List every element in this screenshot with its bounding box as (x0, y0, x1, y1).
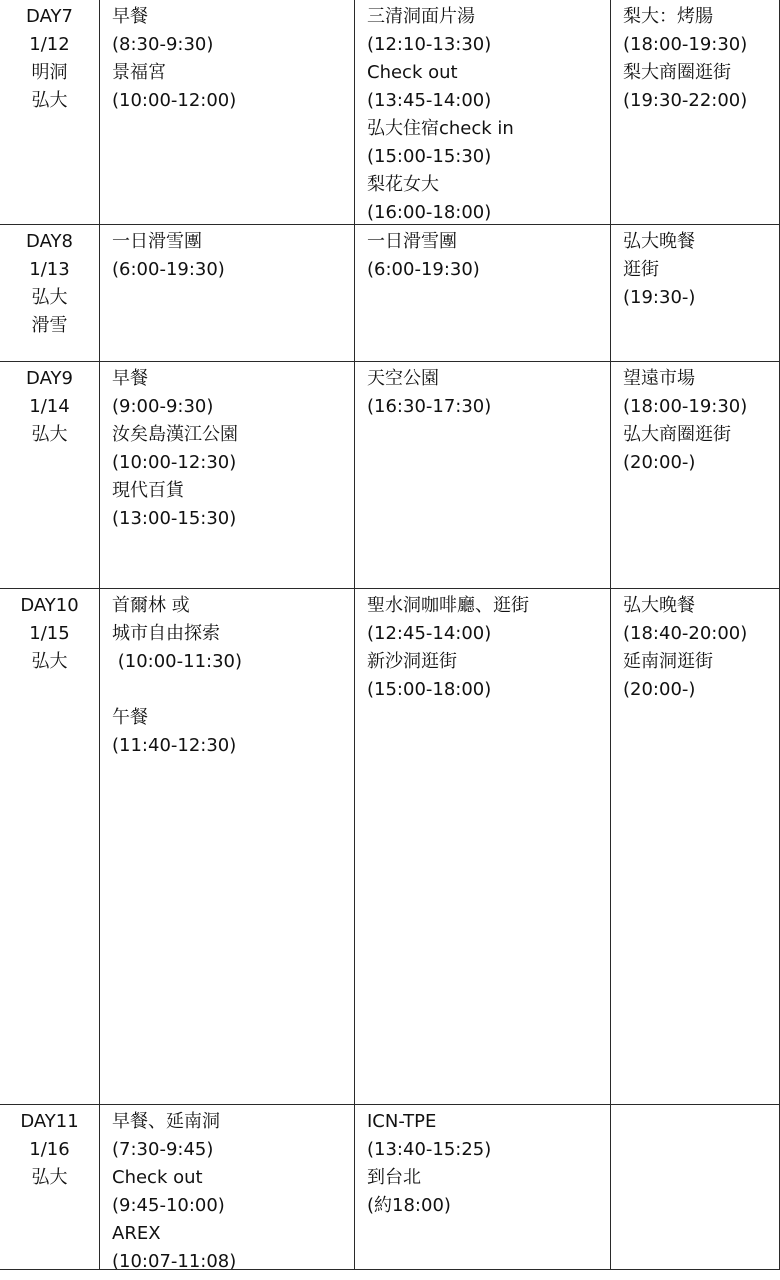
day-date: 1/14 (29, 396, 70, 417)
day-area: 明洞 (31, 62, 68, 83)
morning-cell (100, 225, 355, 361)
activity-text: 新沙洞逛街 (367, 651, 457, 672)
day-cell (0, 362, 100, 588)
activity-time: (8:30-9:30) (112, 34, 214, 55)
activity-text: 弘大商圈逛街 (623, 424, 731, 445)
activity-time: (12:45-14:00) (367, 623, 492, 644)
day-area: 滑雪 (31, 315, 68, 336)
activity-text: 天空公園 (367, 368, 439, 389)
day-label: DAY10 (20, 595, 79, 616)
activity-time: (13:45-14:00) (367, 90, 492, 111)
activity-text: 午餐 (112, 707, 148, 728)
day-cell (0, 589, 100, 1104)
activity-time: (6:00-19:30) (112, 259, 225, 280)
activity-time: (18:00-19:30) (623, 34, 748, 55)
activity-time: (19:30-22:00) (623, 90, 748, 111)
activity-text: 弘大晚餐 (623, 595, 695, 616)
afternoon-cell (355, 1105, 611, 1269)
morning-cell (100, 589, 355, 1104)
activity-text: 首爾林 或 (112, 595, 190, 616)
day-area: 弘大 (31, 424, 68, 445)
day-cell (0, 0, 100, 224)
day-date: 1/15 (29, 623, 70, 644)
day-cell (0, 225, 100, 361)
day-label: DAY11 (20, 1111, 79, 1132)
activity-text: 一日滑雪團 (112, 231, 202, 252)
activity-time: (18:40-20:00) (623, 623, 748, 644)
day-label: DAY9 (26, 368, 73, 389)
activity-text: 梨大商圈逛街 (623, 62, 731, 83)
day-row (0, 589, 780, 1105)
activity-time: (12:10-13:30) (367, 34, 492, 55)
activity-text: 早餐 (112, 368, 148, 389)
activity-time: (13:40-15:25) (367, 1139, 492, 1160)
afternoon-cell (355, 589, 611, 1104)
activity-time: (15:00-18:00) (367, 679, 492, 700)
activity-text: 現代百貨 (112, 480, 184, 501)
activity-time: (10:07-11:08) (112, 1251, 237, 1269)
activity-time: (11:40-12:30) (112, 735, 237, 756)
activity-time: (9:00-9:30) (112, 396, 214, 417)
day-row (0, 0, 780, 225)
activity-text: 城市自由探索 (112, 623, 220, 644)
activity-text: ICN-TPE (367, 1111, 437, 1132)
activity-time: (19:30-) (623, 287, 696, 308)
activity-text: 三清洞面片湯 (367, 6, 475, 27)
activity-time: (15:00-15:30) (367, 146, 492, 167)
activity-text: 景福宮 (112, 62, 166, 83)
day-area: 弘大 (31, 651, 68, 672)
afternoon-cell (355, 0, 611, 224)
activity-time: (10:00-11:30) (112, 651, 243, 672)
day-row (0, 225, 780, 362)
morning-cell (100, 1105, 355, 1269)
activity-time: (13:00-15:30) (112, 508, 237, 529)
morning-cell (100, 0, 355, 224)
evening-cell (611, 0, 780, 224)
activity-time: (16:30-17:30) (367, 396, 492, 417)
activity-text: Check out (367, 62, 458, 83)
activity-time: (16:00-18:00) (367, 202, 492, 223)
activity-text: 望遠市場 (623, 368, 695, 389)
day-row (0, 362, 780, 589)
afternoon-cell (355, 362, 611, 588)
day-row (0, 1105, 780, 1270)
blank-line (112, 676, 354, 704)
activity-text: Check out (112, 1167, 203, 1188)
evening-cell (611, 362, 780, 588)
evening-cell (611, 589, 780, 1104)
activity-text: 早餐 (112, 6, 148, 27)
activity-text: 汝矣島漢江公園 (112, 424, 238, 445)
day-cell (0, 1105, 100, 1269)
activity-text: 到台北 (367, 1167, 421, 1188)
morning-cell (100, 362, 355, 588)
activity-text: 聖水洞咖啡廳、逛街 (367, 595, 529, 616)
day-label: DAY7 (26, 6, 73, 27)
day-area: 弘大 (31, 287, 68, 308)
activity-text: 梨大：烤腸 (623, 6, 713, 27)
day-label: DAY8 (26, 231, 73, 252)
day-date: 1/16 (29, 1139, 70, 1160)
day-area: 弘大 (31, 90, 68, 111)
activity-time: (18:00-19:30) (623, 396, 748, 417)
day-area: 弘大 (31, 1167, 68, 1188)
day-date: 1/12 (29, 34, 70, 55)
activity-time: (20:00-) (623, 679, 696, 700)
evening-cell (611, 225, 780, 361)
activity-time: (7:30-9:45) (112, 1139, 214, 1160)
activity-time: (10:00-12:00) (112, 90, 237, 111)
activity-text: 延南洞逛街 (623, 651, 713, 672)
afternoon-cell (355, 225, 611, 361)
activity-text: AREX (112, 1223, 161, 1244)
activity-time: (20:00-) (623, 452, 696, 473)
evening-cell (611, 1105, 780, 1269)
activity-text: 弘大晚餐 (623, 231, 695, 252)
activity-time: (9:45-10:00) (112, 1195, 225, 1216)
activity-text: 早餐、延南洞 (112, 1111, 220, 1132)
activity-time: (6:00-19:30) (367, 259, 480, 280)
activity-text: 一日滑雪團 (367, 231, 457, 252)
activity-time: (10:00-12:30) (112, 452, 237, 473)
activity-text: 梨花女大 (367, 174, 439, 195)
activity-text: 逛街 (623, 259, 659, 280)
activity-time: (約18:00) (367, 1195, 451, 1216)
day-date: 1/13 (29, 259, 70, 280)
activity-text: 弘大住宿check in (367, 118, 514, 139)
